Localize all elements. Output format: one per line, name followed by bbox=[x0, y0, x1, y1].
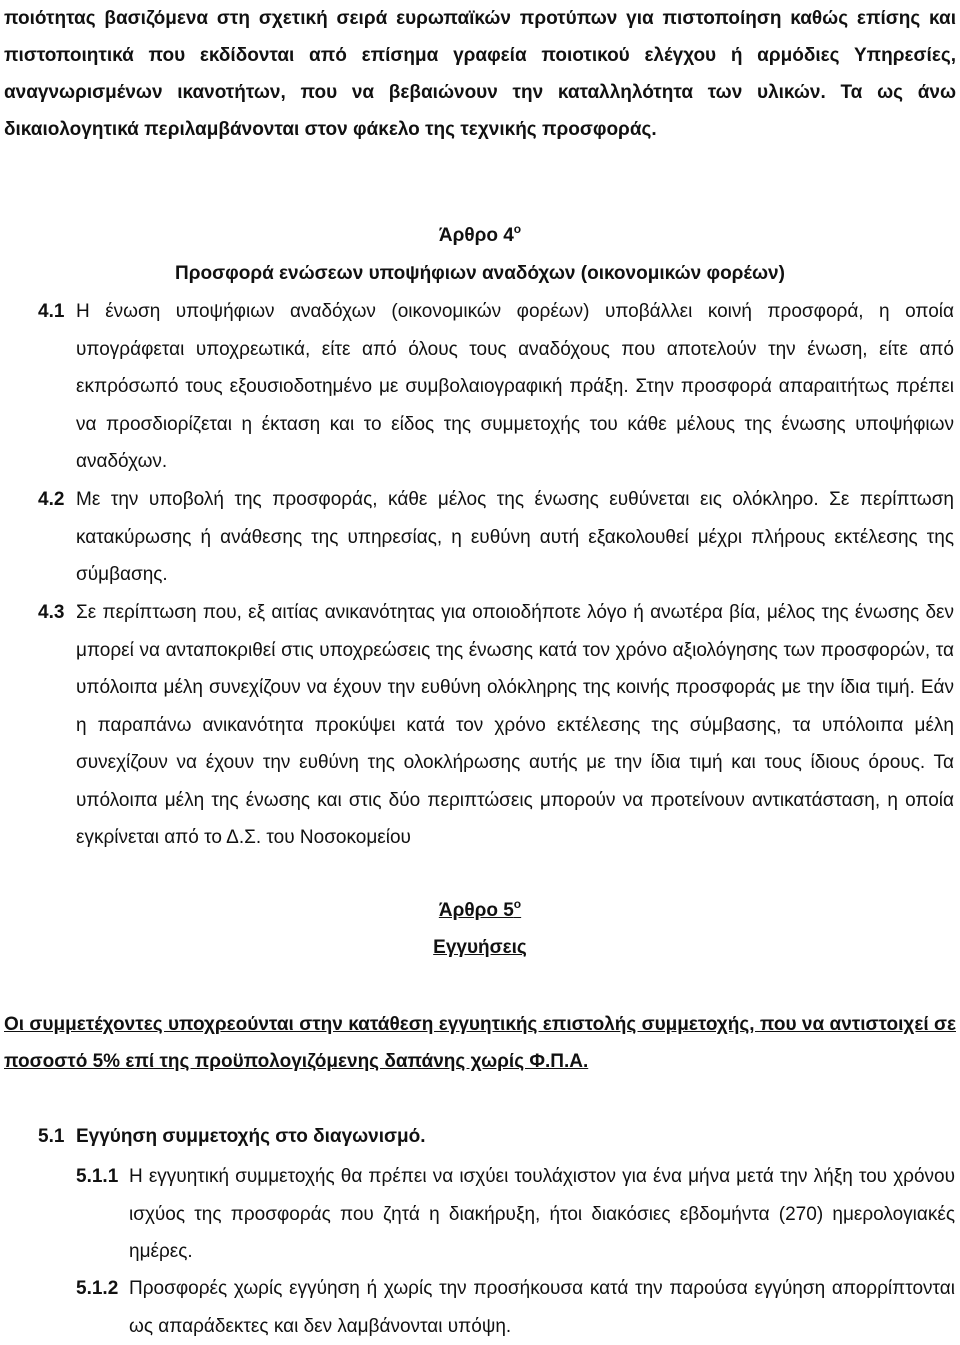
paragraph-number-4-2: 4.2 bbox=[38, 489, 65, 510]
article-4-title: Άρθρο $4^o$ bbox=[438, 222, 522, 246]
paragraph-4-1: Η ένωση υποψήφιων αναδόχων (οικονομικών φορέων) υποβάλλει κοινή προσφορά, η οποία υπογράφεται υποχρεωτικά, είτε από όλους τους αναδόχους που αποτελούν την ένωση, είτε από εκπρόσωπό τους εξουσιοδοτημένο με συμβολαιογραφική πράξη. Στην προσφορά απαραιτήτως πρέπει να προσδιορίζεται η έκταση και το είδος της συμμετοχής του κάθε μέλους της ένωσης υποψήφιων αναδόχων. bbox=[76, 301, 954, 472]
article-5-title: Άρθρο $5^o$ bbox=[438, 897, 522, 921]
paragraph-number-5-1-2: 5.1.2 bbox=[76, 1278, 119, 1299]
paragraph-number-4-1: 4.1 bbox=[38, 301, 65, 322]
section-5-1-heading bbox=[38, 1126, 426, 1148]
intro-paragraph bbox=[4, 0, 956, 148]
ordinal-superscript: ο bbox=[513, 897, 522, 911]
paragraph-4-2: Με την υποβολή της προσφοράς, κάθε μέλος της ένωσης ευθύνεται εις ολόκληρο. Σε περίπτωση κατακύρωσης ή ανάθεσης της υπηρεσίας, η ευθύνη αυτή εξακολουθεί μέχρι πλήρους εκτέλεσης της σύμβασης. bbox=[76, 489, 954, 585]
paragraph-number-4-3: 4.3 bbox=[38, 602, 65, 623]
paragraph-5-1-2: Προσφορές χωρίς εγγύηση ή χωρίς την προσήκουσα κατά την παρούσα εγγύηση απορρίπτονται ως απαράδεκτες και δεν λαμβάνονται υπόψη. bbox=[129, 1278, 955, 1337]
article-5-subtitle: Εγγυήσεις bbox=[433, 937, 527, 958]
section-title: Εγγύηση συμμετοχής στο διαγωνισμό. bbox=[76, 1126, 426, 1147]
ordinal-superscript: ο bbox=[513, 222, 522, 236]
paragraph-4-3: Σε περίπτωση που, εξ αιτίας ανικανότητας για οποιοδήποτε λόγο ή ανωτέρα βία, μέλος της ένωσης δεν μπορεί να ανταποκριθεί στις υποχρεώσεις της ένωσης κατά τον χρόνο αξιολόγησης των προσφορών, τα υπόλοιπα μέλη συνεχίζουν να έχουν την ευθύνη ολόκληρης της κοινής προσφοράς με την ίδια τιμή. Εάν η παραπάνω ανικανότητα προκύψει κατά τον χρόνο εκτέλεσης της σύμβασης, τα υπόλοιπα μέλη συνεχίζουν να έχουν την ευθύνη της ολοκλήρωσης αυτής με την ίδια τιμή και τους ίδιους όρους. Τα υπόλοιπα μέλη της ένωσης και στις δύο περιπτώσεις μπορούν να προτείνουν αντικατάσταση, η οποία εγκρίνεται από το Δ.Σ. του Νοσοκομείου bbox=[76, 602, 954, 848]
intro-text: ποιότητας βασιζόμενα στη σχετική σειρά ευρωπαϊκών προτύπων για πιστοποίηση καθώς επίσης και πιστοποιητικά που εκδίδονται από επίσημα γραφεία ποιοτικού ελέγχου ή αρμόδιες Υπηρεσίες, αναγνωρισμένων ικανοτήτων, που να βεβαιώνουν την καταλληλότητα των υλικών. Τα ως άνω δικαιολογητικά περιλαμβάνονται στον φάκελο της τεχνικής προσφοράς. bbox=[4, 8, 956, 140]
section-number: 5.1 bbox=[38, 1126, 65, 1147]
guarantee-requirement: Οι συμμετέχοντες υποχρεούνται στην κατάθεση εγγυητικής επιστολής συμμετοχής, που να αντιστοιχεί σε ποσοστό 5% επί της προϋπολογιζόμενης δαπάνης χωρίς Φ.Π.Α. bbox=[4, 1014, 956, 1072]
paragraph-5-1-1: Η εγγυητική συμμετοχής θα πρέπει να ισχύει τουλάχιστον για ένα μήνα μετά την λήξη του χρόνου ισχύος της προσφοράς που ζητά η διακήρυξη, ήτοι διακόσιες εβδομήντα (270) ημερολογιακές ημέρες. bbox=[129, 1166, 955, 1262]
article-4-subtitle: Προσφορά ενώσεων υποψήφιων αναδόχων (οικονομικών φορέων) bbox=[175, 263, 785, 284]
paragraph-number-5-1-1: 5.1.1 bbox=[76, 1166, 119, 1187]
